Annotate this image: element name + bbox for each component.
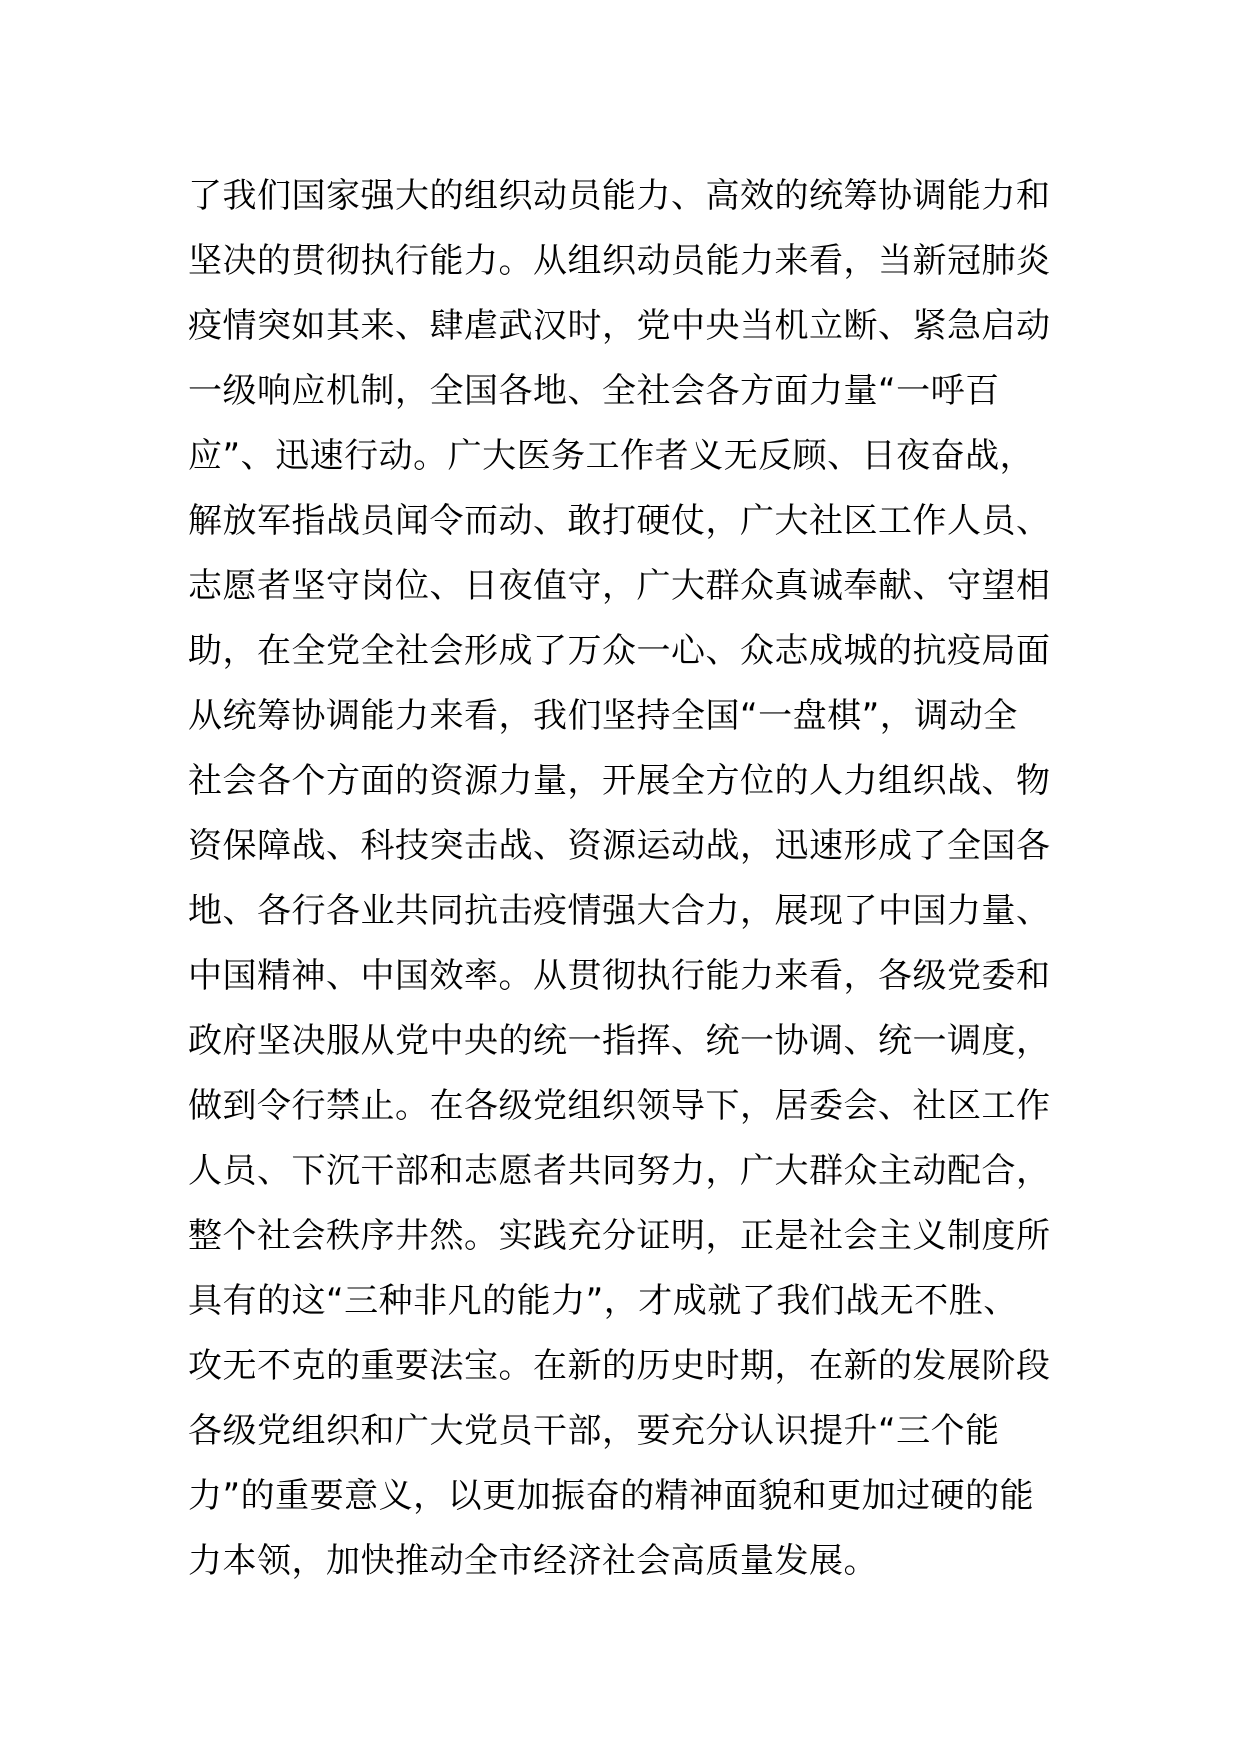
text-line: 从统筹协调能力来看，我们坚持全国“一盘棋”，调动全: [188, 696, 1018, 736]
text-line: 志愿者坚守岗位、日夜值守，广大群众真诚奉献、守望相: [188, 566, 1051, 606]
text-line: 了我们国家强大的组织动员能力、高效的统筹协调能力和: [188, 176, 1051, 216]
text-line: 坚决的贯彻执行能力。从组织动员能力来看，当新冠肺炎: [188, 241, 1051, 281]
text-line: 各级党组织和广大党员干部，要充分认识提升“三个能: [188, 1411, 1000, 1451]
text-line: 具有的这“三种非凡的能力”，才成就了我们战无不胜、: [188, 1281, 1018, 1321]
text-line: 地、各行各业共同抗击疫情强大合力，展现了中国力量、: [188, 891, 1051, 931]
text-line: 应”、迅速行动。广大医务工作者义无反顾、日夜奋战，: [188, 436, 1035, 476]
text-line: 解放军指战员闻令而动、敢打硬仗，广大社区工作人员、: [188, 501, 1051, 541]
text-line: 中国精神、中国效率。从贯彻执行能力来看，各级党委和: [188, 956, 1051, 996]
text-line: 资保障战、科技突击战、资源运动战，迅速形成了全国各: [188, 826, 1051, 866]
text-line: 人员、下沉干部和志愿者共同努力，广大群众主动配合，: [188, 1151, 1051, 1191]
text-line: 一级响应机制，全国各地、全社会各方面力量“一呼百: [188, 371, 1000, 411]
text-line: 疫情突如其来、肆虐武汉时，党中央当机立断、紧急启动: [188, 306, 1051, 346]
text-line: 社会各个方面的资源力量，开展全方位的人力组织战、物: [188, 761, 1051, 801]
text-line: 助，在全党全社会形成了万众一心、众志成城的抗疫局面: [188, 631, 1051, 671]
text-line: 攻无不克的重要法宝。在新的历史时期，在新的发展阶段: [188, 1346, 1051, 1386]
text-line: 做到令行禁止。在各级党组织领导下，居委会、社区工作: [188, 1086, 1051, 1126]
body-text: [188, 164, 1068, 1594]
text-line: 力”的重要意义，以更加振奋的精神面貌和更加过硬的能: [188, 1476, 1035, 1516]
text-line: 力本领，加快推动全市经济社会高质量发展。: [188, 1541, 878, 1581]
text-line: 整个社会秩序井然。实践充分证明，正是社会主义制度所: [188, 1216, 1051, 1256]
text-line: 政府坚决服从党中央的统一指挥、统一协调、统一调度，: [188, 1021, 1051, 1061]
